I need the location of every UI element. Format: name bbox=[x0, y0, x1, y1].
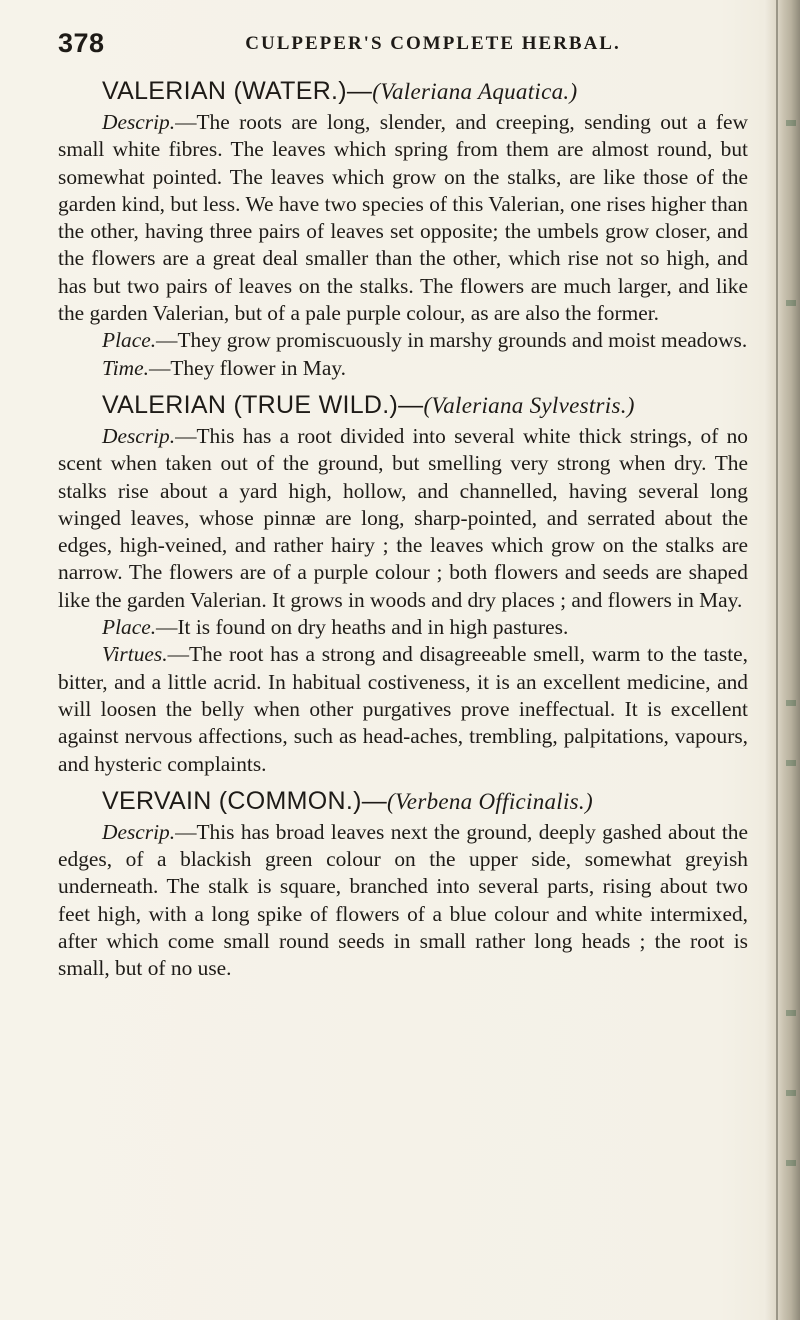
paragraph-label: Virtues. bbox=[102, 642, 168, 667]
paragraph-text: —This has a root divided into several white thick strings, of no scent when taken out of the ground, but smelling very strong when dry. The stalks rise about a yard high, hollow, and channelled, having several long winged leaves, whose pinnæ are long, sharp-pointed, and serrated about the edges, high-veined, and rather hairy ; the leaves which grow on the stalks are narrow. The flowers are of a purple colour ; both flowers and seeds are shaped like the garden Valerian. It grows in woods and dry places ; and flowers in May. bbox=[58, 423, 748, 612]
entry-heading bbox=[58, 74, 748, 109]
paragraph-label: Descrip. bbox=[102, 423, 176, 448]
page-edge-strip bbox=[764, 0, 800, 1320]
entry-heading bbox=[58, 784, 748, 819]
paragraph-label: Descrip. bbox=[102, 819, 176, 844]
paragraph-virtues bbox=[58, 641, 748, 777]
page-edge-line bbox=[776, 0, 778, 1320]
page-body bbox=[58, 74, 748, 983]
running-title: CULPEPER'S COMPLETE HERBAL. bbox=[245, 33, 621, 54]
entry-heading-latin: (Verbena Officinalis.) bbox=[387, 788, 593, 814]
paragraph-place bbox=[58, 327, 748, 354]
entry-heading-title: VALERIAN (TRUE WILD.)— bbox=[102, 390, 424, 419]
edge-mark bbox=[786, 700, 796, 706]
paragraph-text: —The roots are long, slender, and creeping, sending out a few small white fibres. The leaves which spring from them are almost round, but somewhat pointed. The leaves which grow on the stalks, are like those of the garden kind, but less. We have two species of this Valerian, one rises higher than the other, having three pairs of leaves set opposite; the umbels grow closer, and the flowers are a great deal smaller than the other, which rise not so high, and has but two pairs of leaves on the stalks. The flowers are much larger, and like the garden Valerian, but of a pale purple colour, as are also the former. bbox=[58, 110, 748, 326]
paragraph-description bbox=[58, 819, 748, 983]
paragraph-label: Descrip. bbox=[102, 110, 176, 134]
page-number: 378 bbox=[58, 28, 105, 58]
edge-mark bbox=[786, 120, 796, 126]
paragraph-time bbox=[58, 355, 748, 382]
entry-heading-latin: (Valeriana Aquatica.) bbox=[372, 79, 578, 104]
edge-mark bbox=[786, 1090, 796, 1096]
paragraph-label: Place. bbox=[102, 328, 157, 353]
entry-heading-title: VALERIAN (WATER.)— bbox=[102, 77, 373, 105]
paragraph-description bbox=[58, 109, 748, 327]
paragraph-place bbox=[58, 614, 748, 641]
paragraph-text: —They grow promiscuously in marshy grounds and moist meadows. bbox=[156, 328, 748, 353]
paragraph-label: Time. bbox=[102, 355, 149, 380]
edge-mark bbox=[786, 1160, 796, 1166]
paragraph-text: —This has broad leaves next the ground, deeply gashed about the edges, of a blackish green colour on the upper side, somewhat greyish underneath. The stalk is square, branched into several parts, rising about two feet high, with a long spike of flowers of a blue colour and white intermixed, after which come small round seeds in small rather long heads ; the root is small, but of no use. bbox=[58, 819, 748, 981]
entry-valerian-true-wild bbox=[58, 388, 748, 778]
paragraph-text: —They flower in May. bbox=[148, 355, 346, 380]
paragraph-label: Place. bbox=[102, 615, 157, 640]
entry-heading-latin: (Valeriana Sylvestris.) bbox=[423, 392, 635, 418]
edge-mark bbox=[786, 760, 796, 766]
entry-vervain-common bbox=[58, 784, 748, 983]
paragraph-text: —The root has a strong and disagreeable smell, warm to the taste, bitter, and a little acrid. In habitual costiveness, it is an excellent medicine, and will loosen the belly when other purgatives prove ineffectual. It is excellent against nervous affections, such as head-aches, trembling, palpitations, vapours, and hysteric complaints. bbox=[58, 642, 748, 776]
edge-mark bbox=[786, 1010, 796, 1016]
edge-mark bbox=[786, 300, 796, 306]
entry-heading-title: VERVAIN (COMMON.)— bbox=[102, 786, 388, 815]
entry-heading bbox=[58, 388, 748, 423]
paragraph-description bbox=[58, 423, 748, 614]
paragraph-text: —It is found on dry heaths and in high pastures. bbox=[156, 615, 569, 640]
page-header bbox=[58, 20, 748, 60]
entry-valerian-water bbox=[58, 74, 748, 382]
